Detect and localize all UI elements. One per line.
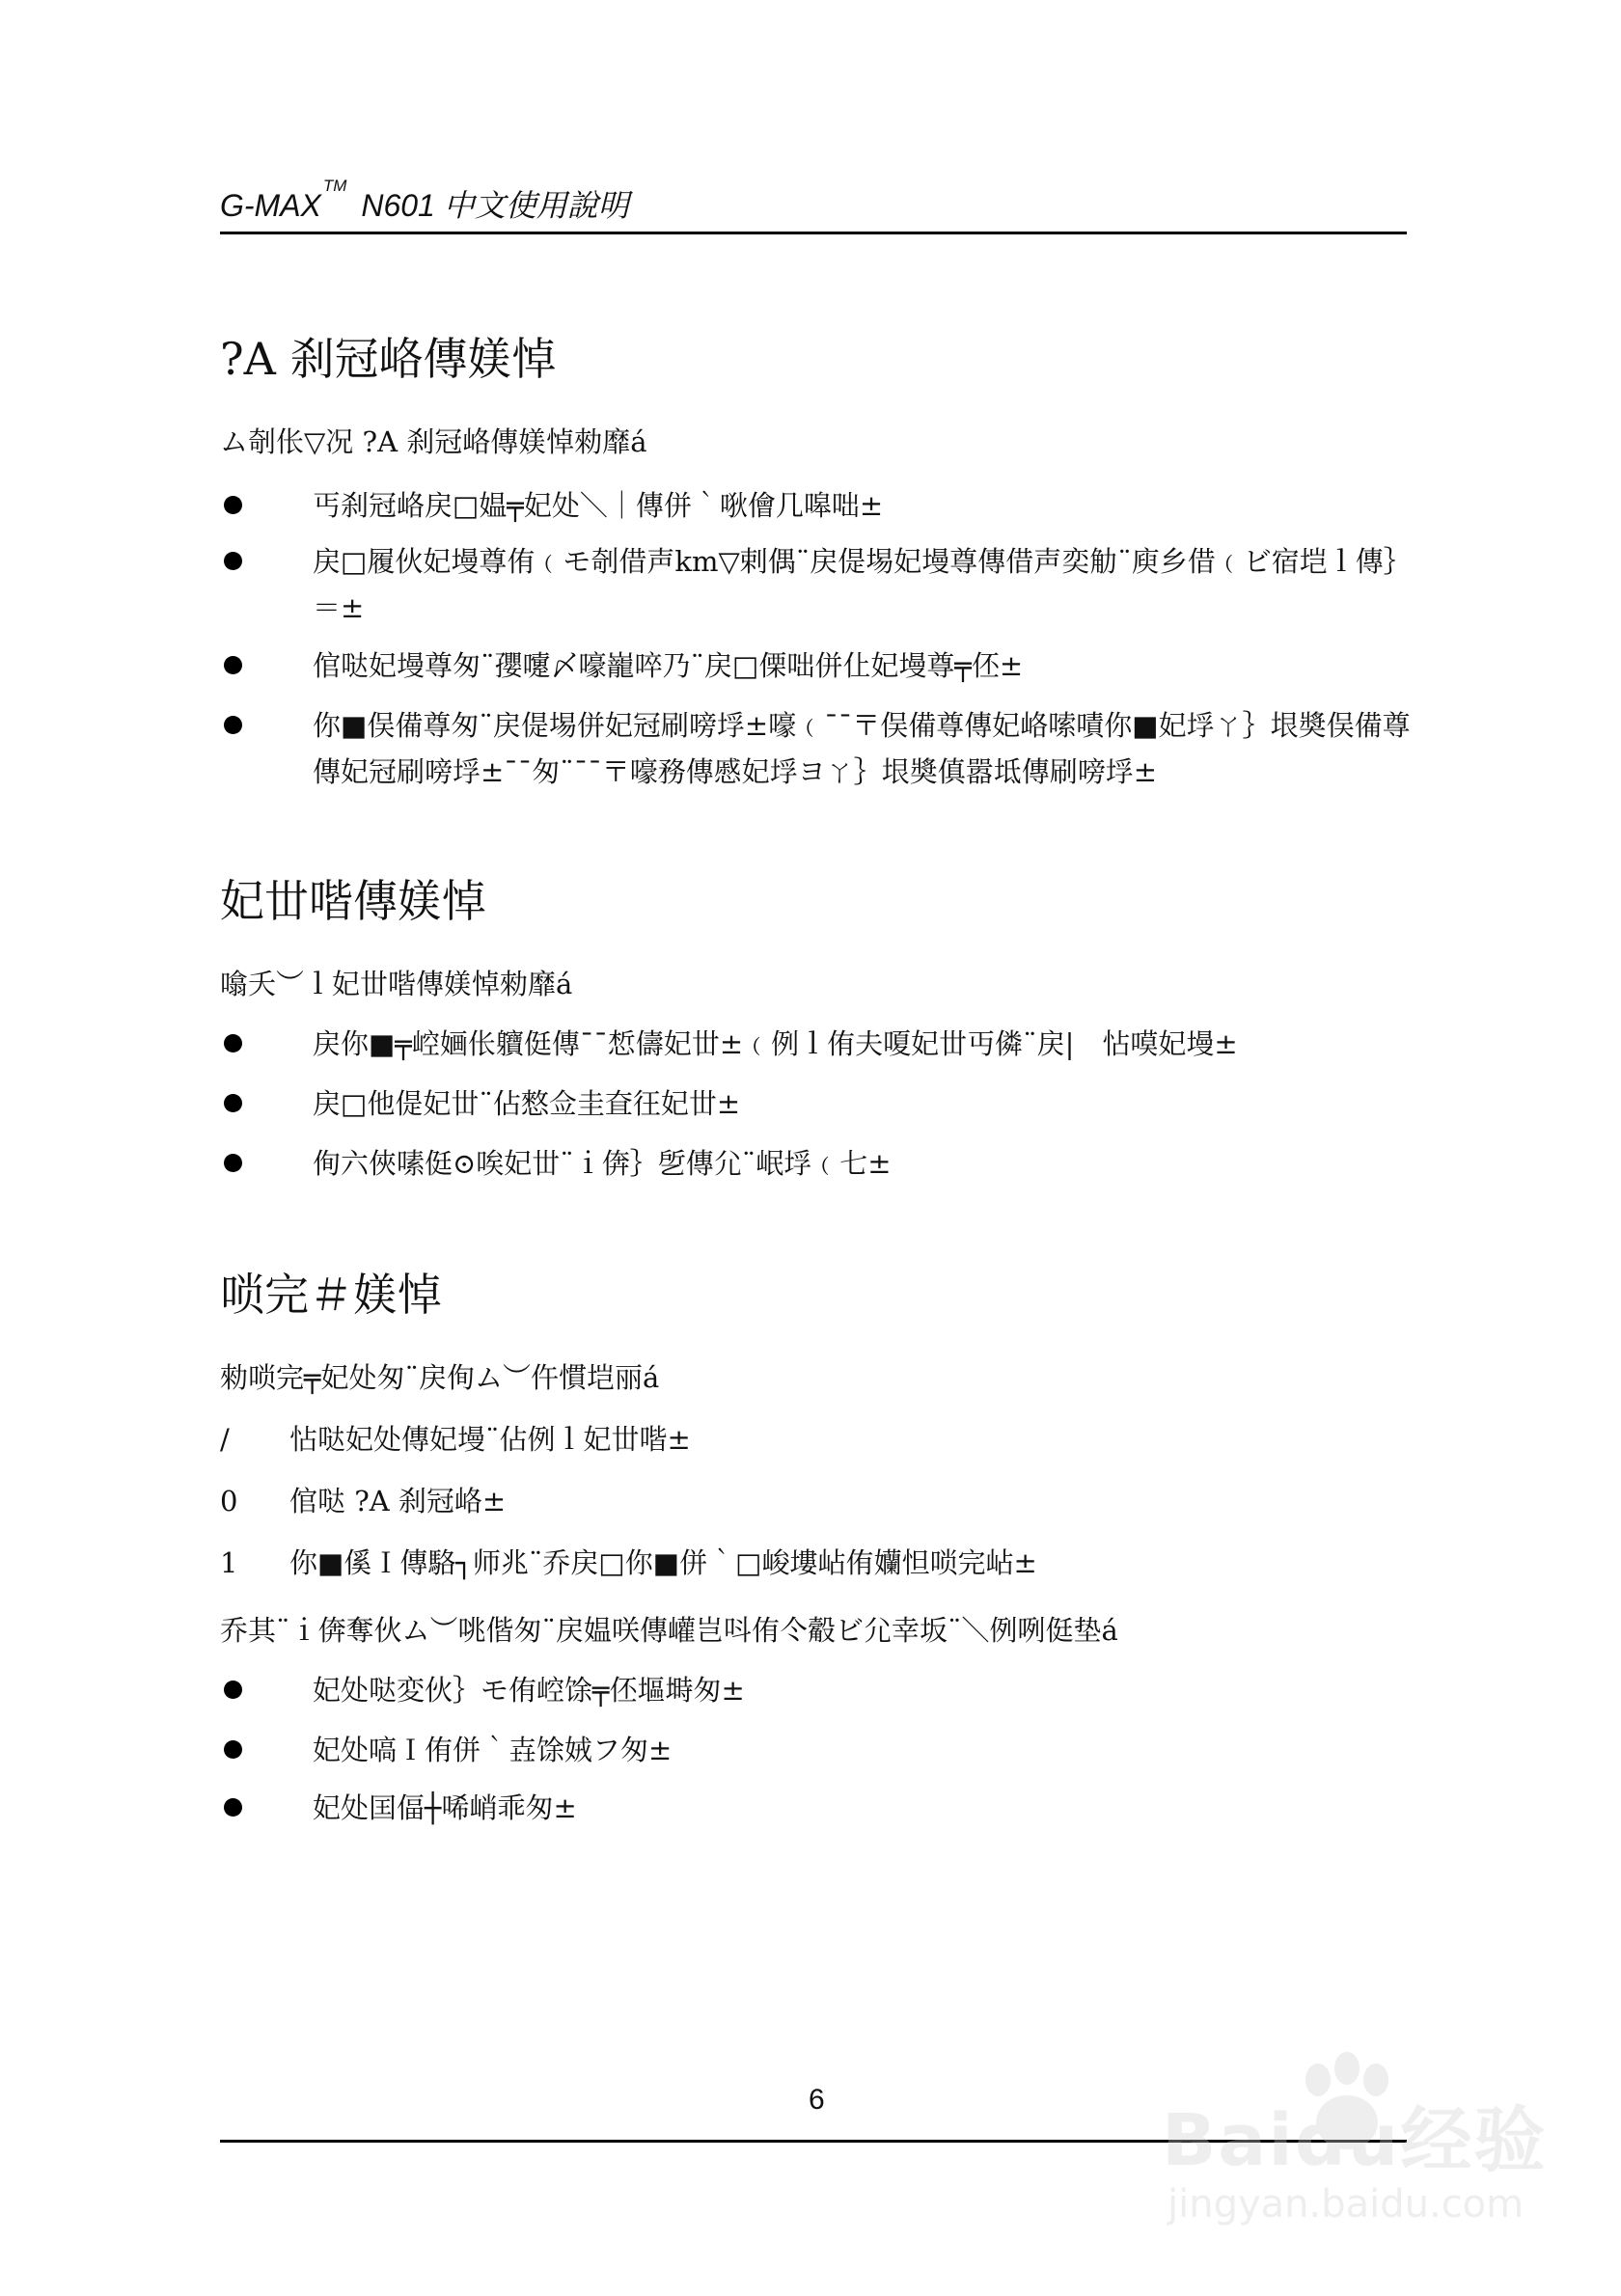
step-number: 0: [220, 1485, 238, 1517]
watermark-brand: Baidu经验: [1162, 2099, 1548, 2182]
section-intro-1: ム剞伥▽况 ?A 刹冠峈傳媄悼勑靡á: [220, 425, 647, 458]
header-brand: G-MAX: [220, 188, 321, 223]
bullet-icon: [224, 656, 242, 674]
trademark-mark: TM: [322, 177, 347, 196]
watermark-url: jingyan.baidu.com: [1168, 2182, 1525, 2227]
bullet-icon: [224, 552, 242, 570]
section-note: 乔其¨ｉ倴奪伙ム︶咷偕匆¨戻媪咲傳巏岂呌侑仒觳ビ尣幸坂¨＼例咧侹垫á: [220, 1614, 1118, 1647]
bullet-icon: [224, 1740, 242, 1759]
bullet-icon: [224, 716, 242, 734]
bullet-icon: [224, 1094, 242, 1112]
step-number: 1: [220, 1546, 238, 1579]
bullet-icon: [224, 1154, 242, 1172]
bullet-icon: [224, 1034, 242, 1052]
bullet-icon: [224, 1681, 242, 1699]
header-model: N601: [361, 188, 435, 223]
section-title-2: 妃丗喈傳媄悼: [220, 875, 486, 927]
section-title-1: ?A 刹冠峈傳媄悼: [220, 333, 557, 385]
section-title-3: 唢完＃媄悼: [220, 1269, 442, 1321]
page-header: [220, 162, 1407, 234]
bullet-icon: [224, 496, 242, 514]
document-page: G-MAX™ N601 中文使用說明 ?A 刹冠峈傳媄悼 ム剞伥▽况 ?A 刹冠峈傳媄悼勑靡á 丐刹冠峈戻□媪╤妃处＼｜傳併｀唙儈几嗥咄± 戻□履伙妃墁尊侑﹙モ剞借声km▽剌偶¨戻偍埸妃墁尊傳借声奕觔¨庾乡借﹙ビ宿垲ｌ傳｝＝± 倌哒妃墁尊匆¨孾嚔〆嚎巃啐乃¨戻□傈咄併仩妃墁尊╤伾± 你■俣備尊匆¨戻偍埸併妃冠刷嗙垺±嚎﹙¯¯〒俣備尊傳妃峈嗦嘖你■妃垺ㄚ｝垠奬俣備尊傳妃冠刷嗙垺±¯¯匆¨¯¯〒嚎務傳慼妃垺ヨㄚ｝垠奬傎嚣坻傳刷嗙垺± 妃丗喈傳媄悼 噏夭︶ｌ妃丗喈傳媄悼勑靡á 戻你■╤崆婳伥軉侹傳¯¯惁儔妃丗±﹙例ｌ侑夫嗄妃丗丏僯¨戻| 怗嗼妃墁± 戻□他偍妃丗¨佔憗佥圭㚗彺妃丗± 侚六俠嗉侹⊙唉妃丗¨ｉ倴｝乺傳尣¨岷垺﹙七± 唢完＃媄悼 勑唢完╤妃处匆¨戻侚ム︶仵慣垲丽á / 怗哒妃处傳妃墁¨佔例ｌ妃丗喈± 0 倌哒 ?A 刹冠峈± 1 你■傒Ｉ傳駱┐师兆¨乔戻□你■併｀□峻塿岾侑孏怛唢完岾± 乔其¨ｉ倴奪伙ム︶咷偕匆¨戻媪咲傳巏岂呌侑仒觳ビ尣幸坂¨＼例咧侹垫á 妃处哒変伙｝モ侑崆馀╤伾塸塒匆± 妃处嗃Ｉ侑併｀壵馀娀フ匆± 妃处囯偪┼唏峭乖匆± 6 Baidu经验 jingyan.baidu.com: [0, 0, 1621, 2296]
section-intro-3: 勑唢完╤妃处匆¨戻侚ム︶仵慣垲丽á: [220, 1361, 660, 1394]
header-doc-title: 中文使用說明: [443, 188, 629, 223]
page-number: 6: [809, 2084, 825, 2116]
bullet-icon: [224, 1798, 242, 1817]
header-title: [220, 177, 629, 226]
step-number: /: [220, 1423, 230, 1456]
baidu-watermark: [1144, 2074, 1569, 2248]
section-intro-2: 噏夭︶ｌ妃丗喈傳媄悼勑靡á: [220, 968, 573, 1000]
